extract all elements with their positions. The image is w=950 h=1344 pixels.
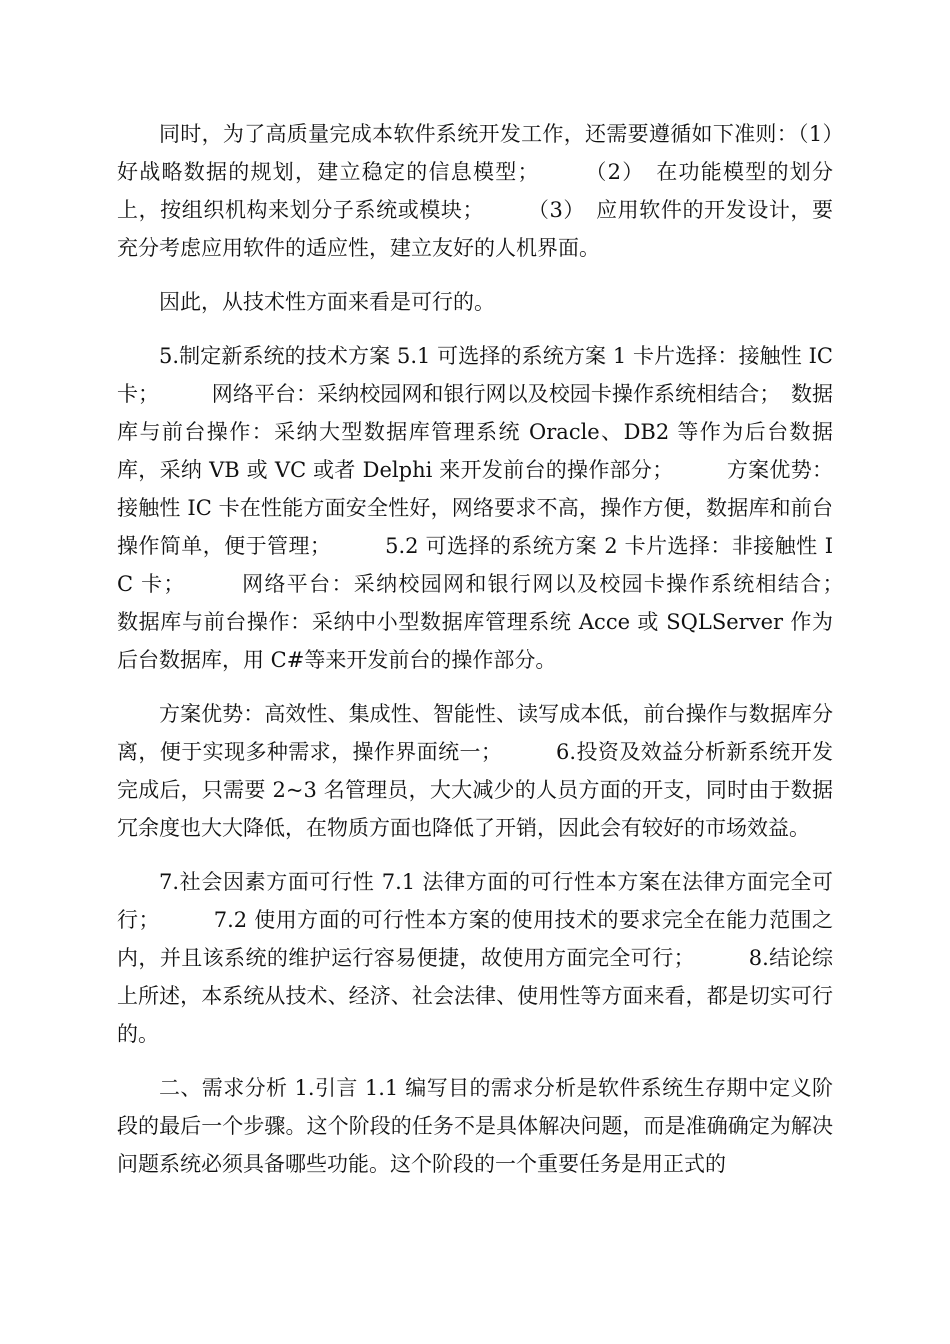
paragraph-principles: 同时，为了高质量完成本软件系统开发工作，还需要遵循如下准则：（1） 好战略数据的规划，建立稳定的信息模型； （2） 在功能模型的划分上，按组织机构来划分子系统或模块； （3） 应用软件的开发设计，要充分考虑应用软件的适应性，建立友好的人机界面。 xyxy=(117,122,854,260)
document-page xyxy=(117,115,896,1199)
paragraph-technical-conclusion: 因此，从技术性方面来看是可行的。 xyxy=(159,290,495,314)
paragraph-technical-plan: 5.制定新系统的技术方案 5.1 可选择的系统方案 1 卡片选择：接触性 IC 卡； 网络平台：采纳校园网和银行网以及校园卡操作系统相结合； 数据库与前台操作：采纳大型数据库管理系统 Oracle、DB2 等作为后台数据库，采纳 VB 或 VC 或者 Delphi 来开发前台的操作部分； 方案优势：接触性 IC 卡在性能方面安全性好，网络要求不高，操作方便，数据库和前台操作简单，便于管理； 5.2 可选择的系统方案 2 卡片选择：非接触性 IC 卡； 网络平台：采纳校园网和银行网以及校园卡操作系统相结合； 数据库与前台操作：采纳中小型数据库管理系统 Acce 或 SQLServer 作为后台数据库，用 C#等来开发前台的操作部分。 xyxy=(117,344,896,672)
paragraph-social-feasibility: 7.社会因素方面可行性 7.1 法律方面的可行性本方案在法律方面完全可行； 7.2 使用方面的可行性本方案的使用技术的要求完全在能力范围之内，并且该系统的维护运行容易便捷，故使用方面完全可行； 8.结论综上所述，本系统从技术、经济、社会法律、使用性等方面来看，都是切实可行的。 xyxy=(117,870,833,1046)
paragraph-requirements-analysis: 二、需求分析 1.引言 1.1 编写目的需求分析是软件系统生存期中定义阶段的最后一个步骤。这个阶段的任务不是具体解决问题，而是准确确定为解决问题系统必须具备哪些功能。这个阶段的一个重要任务是用正式的 xyxy=(117,1076,833,1176)
paragraph-plan-advantages: 方案优势：高效性、集成性、智能性、读写成本低，前台操作与数据库分离，便于实现多种需求，操作界面统一； 6.投资及效益分析新系统开发完成后，只需要 2~3 名管理员，大大减少的人员方面的开支，同时由于数据冗余度也大大降低，在物质方面也降低了开销，因此会有较好的市场效益。 xyxy=(117,702,833,840)
